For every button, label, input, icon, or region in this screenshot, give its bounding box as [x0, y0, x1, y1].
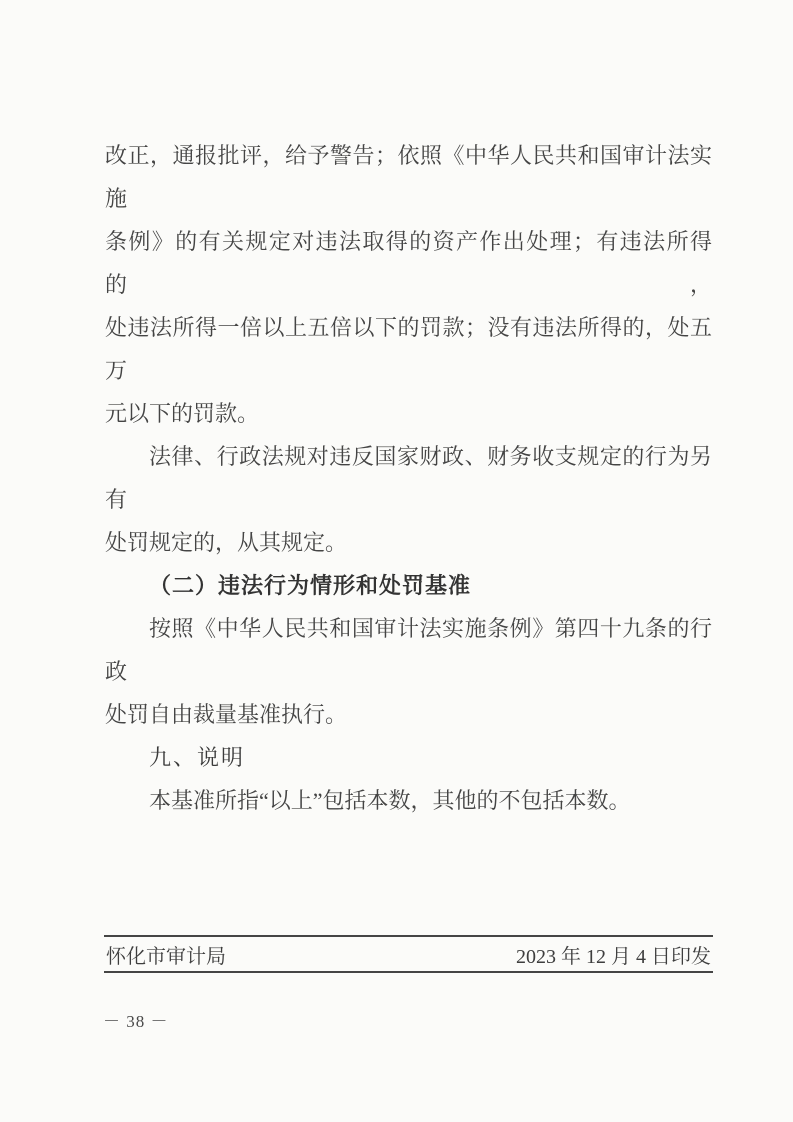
body-line: 法律、行政法规对违反国家财政、财务收支规定的行为另有 [105, 444, 712, 512]
body-line: 本基准所指“以上”包括本数，其他的不包括本数。 [149, 788, 631, 813]
section-heading: （二）违法行为情形和处罚基准 [149, 573, 472, 598]
section-heading: 九、说明 [149, 745, 246, 770]
document-body [105, 134, 712, 822]
body-line: 元以下的罚款。 [105, 401, 260, 426]
body-line: 处罚规定的，从其规定。 [105, 530, 348, 555]
body-line: 处罚自由裁量基准执行。 [105, 702, 348, 727]
footer-issuer: 怀化市审计局 [106, 945, 226, 968]
footer-print-date: 2023 年 12 月 4 日印发 [516, 945, 711, 968]
page-number: － 38 － [103, 1012, 169, 1031]
body-line: 处违法所得一倍以上五倍以下的罚款；没有违法所得的，处五万 [105, 315, 712, 383]
body-line: 改正，通报批评，给予警告；依照《中华人民共和国审计法实施 [105, 143, 712, 211]
footer-colophon [104, 935, 713, 973]
body-line: 条例》的有关规定对违法取得的资产作出处理；有违法所得的， [105, 229, 712, 297]
body-line: 按照《中华人民共和国审计法实施条例》第四十九条的行政 [105, 616, 712, 684]
